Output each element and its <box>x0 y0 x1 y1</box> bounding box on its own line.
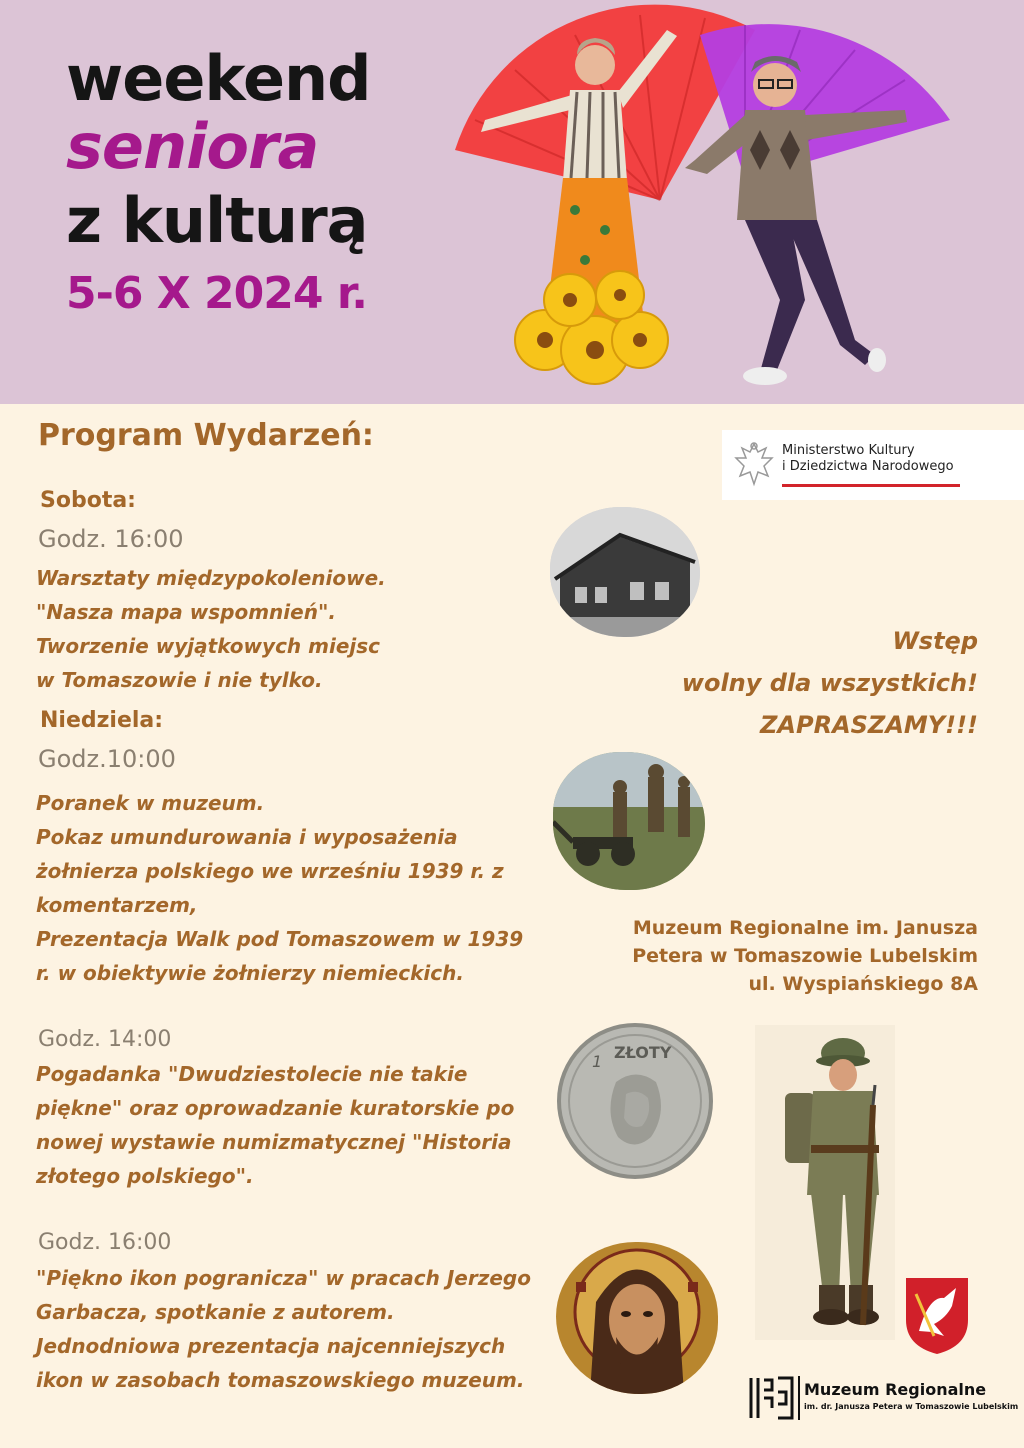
purple-fan-icon <box>700 24 950 180</box>
sunday-event1-description <box>36 786 523 990</box>
soldier-1939-figure <box>755 1025 895 1340</box>
saturday-time: Godz. 16:00 <box>38 525 184 553</box>
dancing-seniors-illustration <box>445 0 1005 404</box>
event1-line: komentarzem, <box>36 893 198 917</box>
sunday-time-2: Godz. 14:00 <box>38 1027 172 1052</box>
eagle-emblem-icon <box>732 438 776 492</box>
event1-line: Prezentacja Walk pod Tomaszowem w 1939 <box>36 927 524 951</box>
event1-line: żołnierza polskiego we wrześniu 1939 r. z <box>36 859 504 883</box>
event3-line: Jednodniowa prezentacja najcenniejszych <box>36 1334 506 1358</box>
invite-line2: wolny dla wszystkich! <box>681 669 978 697</box>
zloty-coin-icon <box>556 1022 714 1180</box>
event2-line: złotego polskiego". <box>36 1164 254 1188</box>
museum-logo-icon <box>748 1376 796 1420</box>
event-date: 5-6 X 2024 r. <box>66 268 367 319</box>
soldiers-reenactment-photo <box>553 752 705 890</box>
address-line3: ul. Wyspiańskiego 8A <box>748 973 978 995</box>
christ-icon <box>556 1242 718 1394</box>
saturday-line: Tworzenie wyjątkowych miejsc <box>36 634 380 658</box>
event1-line: r. w obiektywie żołnierzy niemieckich. <box>36 961 464 985</box>
event3-line: Garbacza, spotkanie z autorem. <box>36 1300 395 1324</box>
coin-value: 1 <box>592 1052 603 1071</box>
footer-museum-subtitle: im. dr. Janusza Petera w Tomaszowie Lubelskim <box>804 1402 1019 1411</box>
footer-museum-title: Muzeum Regionalne <box>804 1380 987 1399</box>
sunday-event2-description <box>36 1057 514 1193</box>
title-z-kultura: z kulturą <box>66 184 368 257</box>
title-seniora: seniora <box>66 110 319 183</box>
logo-divider <box>798 1376 800 1420</box>
icon-painting-photo <box>556 1242 718 1394</box>
ministry-line2: i Dziedzictwa Narodowego <box>782 459 954 474</box>
ministry-name <box>782 443 954 475</box>
ministry-line1: Ministerstwo Kultury <box>782 443 915 458</box>
title-weekend: weekend <box>66 42 371 115</box>
saturday-label: Sobota: <box>40 488 136 513</box>
house-icon <box>550 507 700 637</box>
event3-line: "Piękno ikon pogranicza" w pracach Jerzego <box>36 1266 531 1290</box>
sunday-label: Niedziela: <box>40 708 164 733</box>
coin-photo <box>556 1022 714 1180</box>
invitation-text <box>682 620 978 746</box>
coat-of-arms-icon <box>904 1276 970 1356</box>
sunday-time-1: Godz.10:00 <box>38 745 176 773</box>
event2-line: nowej wystawie numizmatycznej "Historia <box>36 1130 512 1154</box>
sunday-event3-description <box>36 1261 531 1397</box>
address-line1: Muzeum Regionalne im. Janusza <box>632 917 978 939</box>
event2-line: piękne" oraz oprowadzanie kuratorskie po <box>36 1096 515 1120</box>
saturday-line: "Nasza mapa wspomnień". <box>36 600 336 624</box>
museum-house-photo <box>550 507 700 637</box>
header-banner <box>0 0 1024 404</box>
invite-line1: Wstęp <box>892 627 978 655</box>
program-title: Program Wydarzeń: <box>38 418 374 453</box>
soldiers-icon <box>553 752 705 890</box>
ministry-red-bar <box>782 484 960 487</box>
coin-text: ZŁOTY <box>614 1043 672 1062</box>
event1-line: Poranek w muzeum. <box>36 791 265 815</box>
museum-address <box>632 914 978 998</box>
sunday-time-3: Godz. 16:00 <box>38 1230 172 1255</box>
event3-line: ikon w zasobach tomaszowskiego muzeum. <box>36 1368 525 1392</box>
address-line2: Petera w Tomaszowie Lubelskim <box>632 945 978 967</box>
museum-footer-logo <box>748 1376 1018 1420</box>
event2-line: Pogadanka "Dwudziestolecie nie takie <box>36 1062 468 1086</box>
invite-line3: ZAPRASZAMY!!! <box>760 711 978 739</box>
ministry-logo <box>722 430 1024 500</box>
event1-line: Pokaz umundurowania i wyposażenia <box>36 825 458 849</box>
saturday-description <box>36 561 386 697</box>
saturday-line: w Tomaszowie i nie tylko. <box>36 668 323 692</box>
saturday-line: Warsztaty międzypokoleniowe. <box>36 566 386 590</box>
